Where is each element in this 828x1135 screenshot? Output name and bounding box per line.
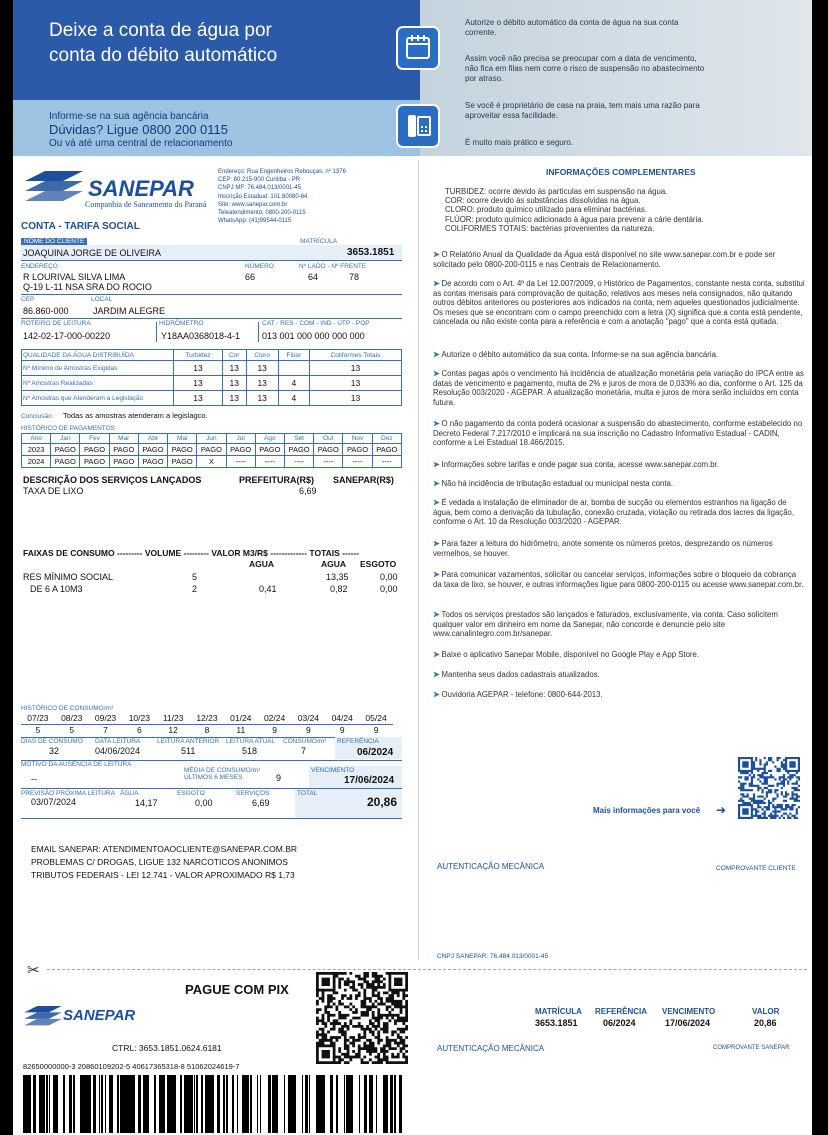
services-header-prefeitura: PREFEITURA(R$) [239,475,315,485]
numero-value: 66 [245,272,256,282]
more-info-link[interactable]: Mais informações para você [593,806,701,815]
payments-table [21,433,402,468]
info-item: ➤ Não há incidência de tributação estadual ou municipal nesta conta. [433,479,674,488]
consumo-value: 5 [35,724,41,735]
payment-header-cell: Dez [372,434,401,444]
def-coliformes: COLIFORMES TOTAIS: bactérias provenientes da natureza. [445,223,655,233]
info-item: ➤ Informações sobre tarifas e onde pagar sua conta, acesse www.sanepar.com.br. [433,460,719,469]
infos-title: INFORMAÇÕES COMPLEMENTARES [546,167,696,177]
notes [31,843,297,882]
faixa-esgoto: 0,00 [380,572,398,582]
label-lado: Nº LADO - Nº FRENTE [299,263,367,270]
payment-cell: ---- [255,456,284,468]
table-row [22,456,402,468]
label-servicos: SERVIÇOS [236,790,270,797]
label-motivo: MOTIVO DA AUSÊNCIA DE LEITURA [21,761,132,768]
banner-info2: Ou vá até uma central de relacionamento [49,138,233,149]
label-numero: NÚMERO [245,263,274,270]
barcode-digits: 82650000000-3 20860109202-5 40617365318-8 51062024619-7 [23,1062,240,1071]
total-value: 20,86 [367,795,398,809]
local-value: JARDIM ALEGRE [93,306,166,316]
qr-modules [738,757,800,819]
divider [21,294,402,295]
column-divider [418,160,419,960]
info-item: ➤ De acordo com o Art. 4º da Lei 12.007/2009, o Histórico de Pagamentos, constante nesta conta, substitui as contas mensais para comprovação de quitação, relativos aos meses nela consignados, não quitando outros débitos anteriores ou posteriores aos indicados na conta, nem aqueles questionados judicialmente. Os meses que se encontram com o campo preenchido com a letra (X) significa que a conta está pendente, cancelada ou não existe conta para a referência e com a anotação "pago" que a conta está quitada. [433,279,805,326]
quality-header: Flúor [278,350,309,361]
faixas-sub-agua: AGUA [249,559,275,569]
quality-cell: 13 [246,376,278,391]
sanepar-logo-icon [23,167,85,208]
quality-cell: 13 [309,361,401,376]
consumo-value: 5 [69,724,75,735]
consumo-value: 9 [373,724,379,735]
sanepar-logo-small-icon [23,1002,63,1033]
service-item-value: 6,69 [299,486,317,496]
info-item: ➤ Ouvidoria AGEPAR - telefone: 0800-644-2013. [433,690,603,699]
faixas-sub-agua2: AGUA [321,559,347,569]
note-tributos: TRIBUTOS FEDERAIS - LEI 12.741 - VALOR APROXIMADO R$ 1,73 [31,870,295,880]
consumo-value: 9 [306,724,311,735]
company-cep: CEP: 80.215-900 Curitiba - PR [218,177,301,184]
company-whatsapp: WhatsApp: (41)99544-0115 [218,218,292,225]
quality-cell: 13 [246,391,278,406]
agua-value: 14,17 [135,798,158,808]
payment-header-cell: Fev [80,434,109,444]
payment-cell: PAGO [138,444,167,456]
label-conclusao: Conclusão [21,413,52,420]
quality-row-label: Nº Amostras que Atenderam à Legislação [22,391,174,406]
auth-label-client: AUTENTICAÇÃO MECÂNICA [437,862,545,871]
pix-title: PAGUE COM PIX [185,982,289,997]
consumo-value: 6 [136,724,142,735]
cnpj-footer: CNPJ SANEPAR: 76.484.013/0001-45 [437,953,549,960]
consumo-month: 02/24 [258,713,292,724]
slip-label-matricula: MATRÍCULA [535,1007,582,1016]
label-matricula: MATRÍCULA [300,238,338,245]
payment-cell: ---- [343,456,372,468]
faixas-sub-esgoto: ESGOTO [360,559,397,569]
quality-cell: 13 [246,361,278,376]
label-vencimento: VENCIMENTO [311,767,355,774]
servicos-value: 6,69 [252,798,270,808]
label-cep: CEP [21,296,35,303]
payment-header-cell: Ago [255,434,284,444]
cep-value: 86.860-000 [23,306,69,316]
cut-line [47,969,807,970]
payment-cell: ---- [284,456,313,468]
payment-cell: PAGO [109,456,138,468]
quality-row-label: Nº Amostras Realizadas [22,376,174,391]
arrow-right-icon: ➜ [716,803,727,817]
slip-label-referencia: REFERÊNCIA [595,1007,648,1016]
info-item: ➤ Todos os serviços prestados são lançados e faturados, exclusivamente, via conta. Caso solicitem qualquer valor em dinheiro em nome da Sanepar, não concorde e denuncie pelo site www.canalintegro.com.br/sanepar. [433,610,778,638]
company-cnpj: CNPJ MF: 76.484.013/0001-45 [218,185,302,192]
consumo-month: 04/24 [325,713,359,724]
consumo-month: 10/23 [122,713,156,724]
roteiro-value: 142-02-17-000-00220 [23,331,111,341]
divider [156,322,157,342]
qr-modules [316,972,408,1064]
comprovante-sanepar: COMPROVANTE SANEPAR [713,1045,790,1051]
bill-type-title: CONTA - TARIFA SOCIAL [21,221,140,232]
quality-table [21,349,402,406]
quality-cell: 13 [222,376,246,391]
consumo-value: 7 [301,746,307,756]
matricula-value: 3653.1851 [347,247,395,258]
faixa-desc: DE 6 A 10M3 [30,584,83,594]
banner-phone: Dúvidas? Ligue 0800 200 0115 [49,122,229,137]
payment-cell: PAGO [343,444,372,456]
payment-cell: PAGO [168,456,197,468]
quality-row [22,376,402,391]
banner-right-text1: Autorize o débito automático da conta de água na sua conta corrente. [465,18,679,37]
frente-value: 78 [349,272,360,282]
motivo-value: -- [31,774,37,784]
def-cor: COR: ocorre devido às substâncias dissolvidas na água. [445,196,641,206]
previsao-value: 03/07/2024 [31,797,77,807]
company-contact [218,168,388,225]
divider [21,318,402,319]
label-dias: DIAS DE CONSUMO [21,738,83,745]
info-item: ➤ Autorize o débito automático da sua conta. Informe-se na sua agência bancária. [433,350,719,359]
consumo-value: 8 [204,724,210,735]
lado-value: 64 [308,272,319,282]
payment-cell: PAGO [226,444,255,456]
label-leitura-anterior: LEITURA ANTERIOR [157,738,220,745]
label-data-leitura: DATA LEITURA [95,738,141,745]
label-total: TOTAL [297,790,318,797]
bill-page [13,0,812,1135]
payments-title: HISTÓRICO DE PAGAMENTOS [21,425,116,432]
quality-row [22,361,402,376]
phone-icon [396,104,440,148]
auth-label-sanepar: AUTENTICAÇÃO MECÂNICA [437,1044,545,1053]
service-item: TAXA DE LIXO [23,486,84,496]
quality-cell: 13 [174,361,223,376]
referencia-value: 06/2024 [357,747,394,758]
slip-label-valor: VALOR [752,1007,780,1016]
payment-header-cell: Abr [138,434,167,444]
consumo-title: HISTÓRICO DE CONSUMO/m³ [21,705,114,712]
consumo-month: 07/23 [21,713,55,724]
ctrl-code: CTRL: 3653.1851.0624.6181 [112,1043,222,1053]
quality-header-title: QUALIDADE DA ÁGUA DISTRIBUÍDA [22,350,174,361]
company-tele: Teleatendimento: 0800-200-0115 [218,210,306,217]
label-consumo: CONSUMO/m³ [283,738,327,745]
payment-cell: PAGO [80,444,109,456]
slip-matricula: 3653.1851 [535,1018,578,1028]
payment-cell: ---- [226,456,255,468]
quality-row-label: Nº Mínimo de Amostras Exigidas [22,361,174,376]
leitura-anterior-value: 511 [181,746,196,756]
consumo-month: 11/23 [156,713,190,724]
quality-cell [278,361,309,376]
note-email: EMAIL SANEPAR: ATENDIMENTOAOCLIENTE@SANEPAR.COM.BR [31,844,298,854]
payment-cell: PAGO [255,444,284,456]
consumo-month: 01/24 [224,713,258,724]
quality-cell: 13 [309,376,401,391]
payment-header-cell: Mar [109,434,138,444]
label-referencia: REFERÊNCIA [337,738,379,745]
consumo-value: 9 [272,724,277,735]
faixa-desc: RES MÍNIMO SOCIAL [23,572,114,582]
payment-cell: PAGO [314,444,343,456]
consumo-month: 08/23 [55,713,89,724]
quality-cell: 4 [278,376,309,391]
company-ie: Inscrição Estadual: 101.80080-64 [218,193,308,200]
consumo-value: 11 [236,724,246,735]
payment-cell: ---- [372,456,401,468]
info-item: ➤ Mantenha seus dados cadastrais atualizados. [433,670,600,679]
table-row [21,724,393,735]
quality-header: Cor [222,350,246,361]
faixa-volume: 2 [192,584,198,594]
qr-code-info[interactable] [738,757,800,819]
payment-cell: X [197,456,226,468]
faixa-volume: 5 [192,572,198,582]
label-agua: ÁGUA [120,790,139,797]
services-header-sanepar: SANEPAR(R$) [333,475,394,485]
consumo-table [21,713,393,735]
label-endereco: ENDEREÇO [21,263,58,270]
payment-header-cell: Mai [168,434,197,444]
label-media: MÉDIA DE CONSUMO/m³ ÚLTIMOS 6 MESES [184,767,261,781]
payment-cell: PAGO [80,456,109,468]
def-fluor: FLÚOR: produto químico adicionado à água para prevenir a cárie dentária. [445,214,704,224]
consumo-value: 7 [103,724,108,735]
def-cloro: CLORO: produto químico utilizado para eliminar bactérias. [445,205,647,215]
label-hidrometro: HIDRÔMETRO [159,320,204,327]
faixa-agua: 0,82 [330,584,348,594]
quality-cell: 13 [174,391,223,406]
payment-header-cell: Out [314,434,343,444]
company-site: Site: www.sanepar.com.br [218,201,288,208]
leitura-atual-value: 518 [242,746,258,756]
payment-cell: PAGO [284,444,313,456]
payment-cell: 2024 [22,456,51,468]
quality-header: Turbidez [174,350,223,361]
info-item: ➤ Para comunicar vazamentos, solicitar ou cancelar serviços, informações sobre o bloqueio da cobrança da taxa de lixo, se houver, e outras informações ligue para 0800-200-0115 ou acesse www.sanepar.com.br. [433,570,804,589]
label-previsao: PREVISÃO PRÓXIMA LEITURA [21,790,115,797]
banner-info: Informe-se na sua agência bancária [49,111,209,122]
payment-header-cell: Set [284,434,313,444]
payment-cell: ---- [314,456,343,468]
table-row [21,713,393,724]
comprovante-cliente: COMPROVANTE CLIENTE [716,865,796,872]
payment-cell: PAGO [109,444,138,456]
payment-header-cell: Ano [22,434,51,444]
divider [258,322,259,342]
label-local: LOCAL [91,296,113,303]
faixas-header: FAIXAS DE CONSUMO --------- VOLUME --------- VALOR M3/R$ ------------- TOTAIS ------ [23,548,360,558]
banner-right-text2: Assim você não precisa se preocupar com a data de vencimento, não fica em filas nem corre o risco de suspensão no abastecimento por atraso. [465,54,705,83]
info-item: ➤ Para fazer a leitura do hidrômetro, anote somente os números pretos, desprezando os números vermelhos, se houver. [433,539,773,558]
table-row [22,444,402,456]
info-item: ➤ O não pagamento da conta poderá ocasionar a suspensão do abastecimento, conforme estabelecido no Decreto Federal 7.217/2010 e implicará na sua inscrição no Cadastro Informativo Estadual - CADIN, conforme a Lei Estadual 18.466/2015. [433,419,803,447]
banner-right-text3: Se você é proprietário de casa na praia, tem mais uma razão para aproveitar essa facilidade. [465,101,700,120]
consumo-month: 03/24 [292,713,326,724]
quality-header: Coliformes Totais [309,350,401,361]
company-address: Endereço: Rua Engenheiros Rebouças, nº 1376 [218,169,346,175]
label-leitura-atual: LEITURA ATUAL [226,738,276,745]
slip-label-vencimento: VENCIMENTO [662,1007,716,1016]
def-turbidez: TURBIDEZ: ocorre devido às partículas em suspensão na água. [445,187,668,196]
label-cat: CAT - RES - COM - IND - UTP - POP [262,320,370,327]
slip-valor: 20,86 [754,1018,777,1028]
barcode-bars [23,1075,402,1133]
payment-header-cell: Jan [51,434,80,444]
slip-referencia: 06/2024 [603,1018,636,1028]
faixa-agua: 13,35 [326,572,349,582]
quality-cell: 13 [309,391,401,406]
media-value: 9 [276,773,282,783]
consumo-value: 12 [168,724,178,735]
barcode[interactable] [21,1075,407,1133]
quality-cell: 13 [222,361,246,376]
payment-cell: 2023 [22,444,51,456]
info-item: ➤ O Relatório Anual da Qualidade da Água está disponível no site www.sanepar.com.br e pode ser solicitado pelo 0800-200-0115 e nas Centrais de Relacionamento. [433,250,776,269]
payment-header-cell: Jul [226,434,255,444]
note-drogas: PROBLEMAS C/ DROGAS, LIGUE 132 NARCOTICOS ANONIMOS [31,857,288,867]
esgoto-value: 0,00 [195,798,213,808]
quality-header: Cloro [246,350,278,361]
endereco-line2: Q-19 L-11 NSA SRA DO ROCIO [23,282,152,292]
info-item: ➤ Baixe o aplicativo Sanepar Mobile, disponível no Google Play e App Store. [433,650,700,659]
faixa-esgoto: 0,00 [380,584,398,594]
banner-right-text4: É muito mais prático e seguro. [465,138,574,147]
payment-cell: PAGO [168,444,197,456]
payment-cell: PAGO [51,456,80,468]
slip-vencimento: 17/06/2024 [665,1018,711,1028]
payment-cell: PAGO [138,456,167,468]
endereco-line1: R LOURIVAL SILVA LIMA [23,272,126,282]
quality-cell: 13 [222,391,246,406]
label-roteiro: ROTEIRO DE LEITURA [21,320,91,327]
company-subtitle: Companhia de Saneamento do Paraná [85,200,207,209]
label-client: NOME DO CLIENTE [21,238,87,246]
company-name: SANEPAR [88,176,194,201]
calendar-icon [396,26,440,70]
quality-row [22,391,402,406]
dias-value: 32 [49,746,60,756]
banner-title: Deixe a conta de água por conta do débito automático [49,20,278,66]
scissors-icon: ✂ [27,962,40,979]
quality-cell: 13 [174,376,223,391]
consumo-month: 09/23 [89,713,123,724]
services-header-desc: DESCRIÇÃO DOS SERVIÇOS LANÇADOS [23,475,202,485]
quality-cell: 4 [278,391,309,406]
conclusao-value: Todas as amostras atenderam a legislagco. [63,411,208,420]
info-item: ➤ É vedada a instalação de eliminador de ar, bomba de sucção ou elementos estranhos na ligação de água, bem como a derivação da tubulação, conexão cruzada, violação ou retirada dos lacres da ligação, conforme o Art. 10 da Resolução 003/2020 - AGEPAR. [433,498,795,526]
pix-qr-code[interactable] [316,972,408,1064]
payment-header-cell: Nov [343,434,372,444]
vencimento-value: 17/06/2024 [344,775,395,786]
infos-definitions [445,187,805,233]
table-row [22,434,402,444]
consumo-month: 05/24 [359,713,393,724]
faixa-valor: 0,41 [259,584,277,594]
data-leitura-value: 04/06/2024 [95,746,141,756]
client-name: JOAQUINA JORGE DE OLIVEIRA [23,248,162,258]
payment-cell: PAGO [372,444,401,456]
consumo-month: 12/23 [190,713,224,724]
hidrometro-value: Y18AA0368018-4-1 [161,331,241,341]
consumo-value: 9 [339,724,345,735]
payment-cell: PAGO [197,444,226,456]
cat-value: 013 001 000 000 000 000 [262,331,365,341]
label-esgoto: ESGOTO [177,790,205,797]
payment-header-cell: Jun [197,434,226,444]
payment-cell: PAGO [51,444,80,456]
company-name-small: SANEPAR [63,1007,136,1024]
info-item: ➤ Contas pagas após o vencimento há incidência de atualização monetária pela variação do IPCA entre as datas de vencimento e pagamento, multa de 2% e juros de mora de 0,033% ao dia, conforme o Art. 125 da Resolução 003/2020 - AGEPAR. A atualização monetária, multa e juros de mora serão incluídos em conta futura. [433,369,804,407]
